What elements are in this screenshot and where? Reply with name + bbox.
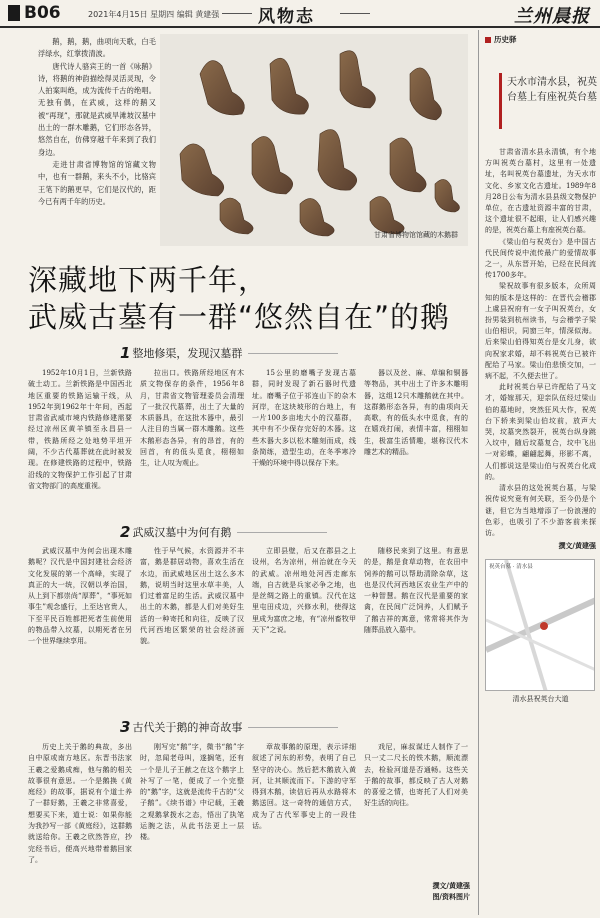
page-header <box>0 0 600 28</box>
map-caption: 清水县祝英台大道 <box>512 695 569 704</box>
sidebar-title-box <box>485 73 596 137</box>
sidebar-column <box>478 30 596 915</box>
text-column: 戏尼，麻叔谋迁人制作了一只一丈二尺长的铁木鹅，顺流漂去，检验河道是否通畅。这些关于鹅的故事，都反映了古人对鹅的喜爱之情，也寄托了人们对美好生活的向往。 <box>364 743 468 808</box>
intro-paragraph: 鹅，鹅，鹅，曲项向天歌，白毛浮绿水，红掌拨清波。 <box>38 37 156 59</box>
wooden-geese-photo <box>160 34 468 246</box>
text-column: 刚写完“鹅”字，微书“鹅”字时，忽闻老母叫，遂搁笔，还有一个是儿子王献之在这个鹅字上补写了一笔，便成了一个完整的“鹅”字，这就是流传千古的“父子鹅”。《续书谱》中记载，王羲之观鹅掌拨水之态，悟出了执笔运腕之法，从此书法更上一层楼。 <box>140 743 244 842</box>
section-body <box>28 368 468 516</box>
photo-caption: 甘肃省博物馆馆藏的木鹅群 <box>374 231 458 239</box>
divider <box>222 13 252 14</box>
sidebar-byline: 撰文/黄建强 <box>558 541 596 551</box>
section-body <box>28 546 468 706</box>
text-column: 15公里的磨嘴子发现古墓群，同时发现了新石器时代遗址。磨嘴子位于祁连山下的杂木河岸，在这块坡形的台地上，有一片100多亩地大小的汉墓群，其中有不少保存完好的木器。这些木器大多以松木雕刻而成，线条简练，造型生动，在冬季寒冷干燥的环境中得以保存下来。 <box>252 369 356 468</box>
divider <box>237 532 327 533</box>
section-heading: 3 古代关于鹅的神奇故事 <box>120 718 344 736</box>
wooden-geese-illustration <box>160 34 468 246</box>
map-label: 祝英台墓 · 清水县 <box>489 564 533 571</box>
section-heading: 1 整地修渠，发现汉墓群 <box>120 344 344 362</box>
section-heading: 2 武威汉墓中为何有鹅 <box>120 523 333 541</box>
divider <box>248 727 338 728</box>
divider <box>340 13 370 14</box>
text-column: 历史上关于鹅的典故，多出自中原或南方地区。东晋书法家王羲之爱鹅成痴，他与鹅的相关故事很有意思。一个是鹅换《黄庭经》的故事，据说有个道士养了一群好鹅，王羲之非常喜爱，想要买下来，道士说：如果你能为我抄写一部《黄庭经》，这群鹅就送给你。王羲之欣然答应，抄完经书后，便高兴地带着鹅回家了。 <box>28 743 132 864</box>
text-column: 武威汉墓中为何会出现木雕鹅呢？汉代是中国封建社会经济文化发展的第一个高峰，实现了真正的大一统，汉朝以孝治国，从上到下都崇尚“厚葬”，“事死如事生”观念盛行，上至达官贵人，下至平民百姓都把死者生前使用的物品带入坟墓，以期死者在另一个世界继续享用。 <box>28 547 132 646</box>
page-number: B06 <box>8 2 84 24</box>
byline: 撰文/黄建强 图/资料图片 <box>432 881 470 901</box>
masthead: 兰州晨报 <box>514 6 590 27</box>
headline-line: 武威古墓有一群“悠然自在”的鹅 <box>28 300 451 334</box>
text-column: 器以及丝、麻、草编和铜器等物品，其中出土了许多木雕明器，这组12只木雕鹅就在其中。这群鹅形态各异，有的曲项向天高歌，有的低头水中觅食，有的在嬉戏打闹，表情丰富，栩栩如生，极富生活情趣，堪称汉代木雕艺术的精品。 <box>364 369 468 457</box>
page-marker-icon <box>8 5 20 21</box>
sidebar-title: 天水市清水县，祝英台墓上有座祝英台墓 <box>507 77 597 103</box>
text-column: 随移民来到了这里。有意思的是，鹅是食草动物，在农田中饲养的鹅可以帮助清除杂草，这也是汉代河西地区农业生产中的一种智慧。鹅在汉代是重要的家禽，在民间广泛饲养，人们赋予了鹅吉祥的寓意，常常将其作为随葬品放入墓中。 <box>364 547 468 635</box>
square-icon <box>485 37 491 43</box>
text-column: 拉出口。铁路所经地区有木质文物保存的条件，1956年8月，甘肃省文物管理委员会清理了一批汉代墓葬，出土了大量的木质器具，在这批木器中，最引人注目的当属一群木雕鹅。这些木鹅形态各异，有的昂首，有的回首，有的低头觅食，栩栩如生，让人叹为观止。 <box>140 369 244 468</box>
sidebar-section-label: 历史驿 <box>485 34 596 45</box>
intro-paragraph: 唐代诗人骆宾王的一首《咏鹅》诗，将鹅的神韵描绘得灵活灵现，令人拍案叫绝，成为流传千古的绝唱。无独有偶，在武威，这样的鹅又被“再现”，那就是武威旱滩坡汉墓中出土的一群木雕鹅，它们形态各异，悠然自在，仿佛穿越千年来到了我们身边。 <box>38 61 156 157</box>
headline-line: 深藏地下两千年， <box>28 263 269 297</box>
text-column: 1952年10月1日，兰新铁路破土动工。兰新铁路是中国西北地区重要的铁路运输干线，从1952年到1962年十年间，西起甘肃省武威市境内铁路修建需要经过凉州区黄羊镇至永昌县一带，铁路所经之处地势平坦开阔，不少古代墓葬就在此时被发现。在修建铁路的过程中，铁路沿线的文物保护工作引起了甘肃省文物部门的高度重视。 <box>28 369 132 490</box>
issue-meta: 2021年4月15日 星期四 编辑 黄建强 <box>88 10 220 19</box>
intro-paragraph: 走进甘肃省博物馆的馆藏文物中，也有一群鹅，来头不小，比骆宾王笔下的鹅更早，它们是汉代的，距今已有两千年的历史。 <box>38 159 156 206</box>
section-title: 风物志 <box>258 7 315 27</box>
divider <box>248 353 338 354</box>
text-column: 章故事鹅的原理，表示详细叙述了河东的形势，表明了自己坚守的决心。然后把木鹅放入黄河，让其顺流而下。下游的守军得到木鹅，读信后再从水路将木鹅送回。这一奇特的通信方式，成为了古代军事史上的一段佳话。 <box>252 743 356 831</box>
text-column: 性于早气候，水资源并不丰富，鹅是群居动物，喜欢生活在水边，而武威地区出土这么多木鹅，说明当时这里水草丰美，人们过着富足的生活。武威汉墓中出土的木鹅，都是人们对美好生活的一种寄托和向往，反映了汉代河西地区繁荣的社会经济面貌。 <box>140 547 244 646</box>
location-map <box>485 559 595 691</box>
sidebar-body: 甘肃省清水县永清镇，有个地方叫祝英台墓村，这里有一处遗址，名叫祝英台墓遗址，为天水市文化、乡家文化古遗址。1989年8月28日公布为清水县县级文物保护单位，在古遗址资源丰富的甘肃，这个遗址很不起眼，让人们感兴趣的是，祝英台墓上有座祝英台墓。 《梁山伯与祝英台》是中国古代民间传说中流传最广的爱情故事之一，从东晋开始，已经在民间流传1700多年。 梁祝故事有很多版本，众所周知的版本是这样的：在晋代会稽郡上虞县祝府有一女子叫祝英台，女扮男装到杭州读书，与会稽学子梁山伯相识，同窗三年，情深似海。后来梁山伯得知英台是女儿身，欲向祝家求婚，却不料祝英台已被许配给了马家。梁山伯悲愤交加，一病不起，不久便去世了。 此时祝英台早已许配给了马文才，婚嫁那天，迎亲队伍经过梁山伯的墓地时，突然狂风大作，祝英台下轿来到梁山伯坟前，放声大哭，坟墓突然裂开，祝英台纵身跳入坟中，随后坟墓复合，坟中飞出一对彩蝶，翩翩起舞，形影不离，人们都说这是梁山伯与祝英台化成的。 清水县的这处祝英台墓，与梁祝传说究竟有何关联，至今仍是个谜，但它为当地增添了一份浪漫的色彩，也吸引了不少游客前来探访。 <box>485 148 596 537</box>
map-illustration <box>486 560 595 691</box>
section-body <box>28 742 468 872</box>
main-headline <box>28 262 468 336</box>
text-column: 立即县壁，后又在郡县之上设州，名为凉州，州治就在今天的武威。凉州地处河西走廊东端，自古就是兵家必争之地，也是丝绸之路上的重镇。汉代在这里屯田戍边，兴修水利，使得这里成为富庶之地，有“凉州畜牧甲天下”之说。 <box>252 547 356 635</box>
intro-text <box>38 36 156 208</box>
accent-bar <box>499 73 502 129</box>
